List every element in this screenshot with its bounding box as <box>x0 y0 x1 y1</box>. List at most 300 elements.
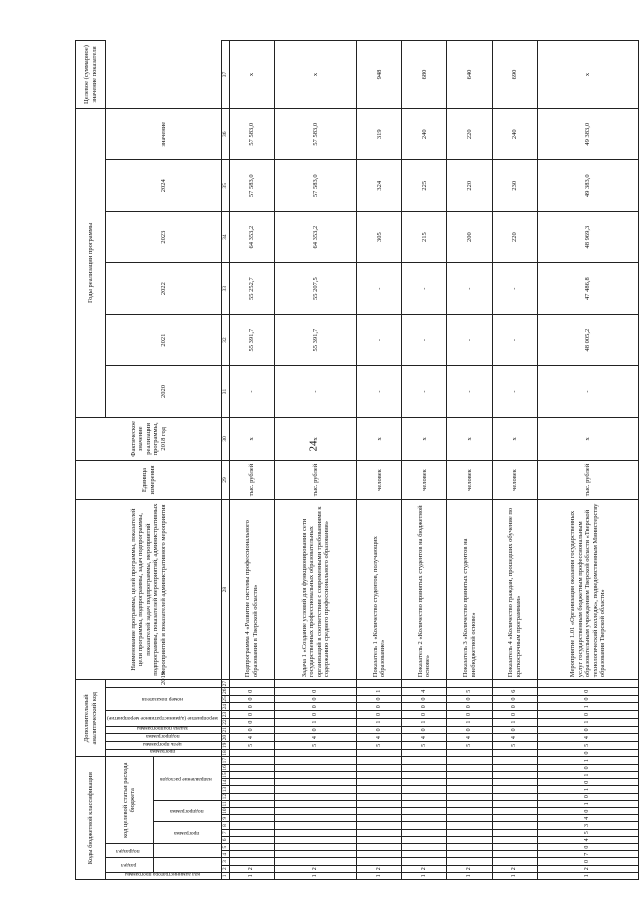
code-cell: 0 <box>402 711 447 719</box>
table-row <box>357 41 402 880</box>
code-cell: 1 <box>537 757 638 764</box>
value-2020-cell: 55 391,7 <box>229 314 274 365</box>
table-row <box>402 41 447 880</box>
code-cell: 1 <box>537 872 638 879</box>
fact-cell: х <box>274 417 357 460</box>
column-number: 1 <box>222 872 229 879</box>
code-cell <box>447 793 492 800</box>
column-number: 24 <box>222 703 229 710</box>
code-cell <box>492 771 537 778</box>
column-number: 23 <box>222 711 229 718</box>
code-cell: 0 <box>229 711 274 719</box>
code-cell <box>447 836 492 843</box>
year-2022-header: 2022 <box>106 263 222 314</box>
code-cell <box>447 749 492 757</box>
code-cell <box>274 815 357 822</box>
value-2022-cell: 215 <box>402 211 447 262</box>
code-cell <box>357 843 402 850</box>
code-cell <box>492 793 537 800</box>
code-cell <box>492 815 537 822</box>
target-value-cell: х <box>537 41 638 109</box>
code-cell <box>447 800 492 807</box>
code-cell <box>274 858 357 865</box>
code-cell <box>402 822 447 829</box>
addl-event-header: мероприятие (административное мероприятие) <box>107 715 218 722</box>
code-cell <box>357 800 402 807</box>
row-name-cell: Показатель 1 «Количество студентов, получающих образование» <box>357 500 402 680</box>
code-cell: 1 <box>537 771 638 778</box>
value-2020-cell: 55 391,7 <box>274 314 357 365</box>
code-subprogram-header: подпрограмма <box>169 808 204 815</box>
code-cell <box>357 822 402 829</box>
column-number: 20 <box>222 734 229 741</box>
code-cell: 0 <box>357 703 402 711</box>
code-cell: 5 <box>537 829 638 836</box>
code-cell <box>492 836 537 843</box>
code-cell <box>402 779 447 786</box>
code-cell: 0 <box>537 764 638 771</box>
target-value-cell: 690 <box>492 41 537 109</box>
column-number: 29 <box>222 460 229 499</box>
code-cell: 0 <box>537 807 638 814</box>
code-cell: 7 <box>537 851 638 858</box>
code-cell: 0 <box>229 687 274 695</box>
code-cell <box>274 786 357 793</box>
code-cell <box>402 858 447 865</box>
code-cell <box>357 807 402 814</box>
code-cell <box>274 680 357 688</box>
value-2019-cell: - <box>492 366 537 417</box>
code-cell: 3 <box>537 822 638 829</box>
row-name-cell: Мероприятие 1.01 «Организация оказания государственных услуг государственным бюджетным профессиональным образовательным учреждением Тверской области «Тверской технологический колледж», подведомственным Министерству образования Тверской области» <box>537 500 638 680</box>
code-cell: 0 <box>357 695 402 703</box>
code-cell <box>402 800 447 807</box>
value-2024-cell: 220 <box>447 109 492 160</box>
codes-group-header: Коды бюджетной классификации <box>76 757 106 880</box>
row-name-cell: Показатель 4 «Количество граждан, прошедших обучение по краткосрочным программам» <box>492 500 537 680</box>
column-number: 9 <box>222 815 229 822</box>
code-cell: 5 <box>357 741 402 749</box>
page-number: 24 <box>307 440 320 452</box>
column-number: 18 <box>222 750 229 756</box>
value-2021-cell: - <box>402 263 447 314</box>
value-2023-cell: 220 <box>447 160 492 211</box>
unit-cell: человек <box>402 460 447 499</box>
code-cell: 2 <box>229 865 274 872</box>
code-cell <box>357 829 402 836</box>
code-cell <box>402 771 447 778</box>
code-cell: 0 <box>537 726 638 734</box>
column-number: 2 <box>222 865 229 872</box>
column-number: 4 <box>222 851 229 858</box>
value-2020-cell: - <box>357 314 402 365</box>
code-cell <box>492 749 537 757</box>
years-group-header: Годы реализации программы <box>76 109 106 418</box>
code-cell <box>402 829 447 836</box>
code-cell <box>229 822 274 829</box>
column-number: 25 <box>222 696 229 702</box>
code-cell <box>492 822 537 829</box>
target-value-cell: 680 <box>402 41 447 109</box>
code-cell: 2 <box>537 865 638 872</box>
code-cell: 1 <box>537 786 638 793</box>
code-cell <box>229 764 274 771</box>
code-cell <box>229 779 274 786</box>
target-value-cell: х <box>274 41 357 109</box>
program-table <box>75 40 639 880</box>
code-cell <box>447 680 492 688</box>
code-cell: 0 <box>492 726 537 734</box>
column-number: 15 <box>222 772 229 778</box>
code-cell: 0 <box>274 687 357 695</box>
code-cell <box>492 779 537 786</box>
code-cell <box>402 786 447 793</box>
code-cell <box>357 858 402 865</box>
fact-col-header: Фактическое значение реализации программы, 2018 год <box>76 417 222 460</box>
value-2019-cell: - <box>537 366 638 417</box>
code-cell <box>274 851 357 858</box>
code-cell <box>402 749 447 757</box>
code-cell <box>402 764 447 771</box>
code-cell: 4 <box>537 734 638 742</box>
code-cell <box>402 807 447 814</box>
fact-cell: х <box>402 417 447 460</box>
code-cell: 1 <box>537 800 638 807</box>
value-2024-cell: 49 383,0 <box>537 109 638 160</box>
code-cell: 5 <box>447 741 492 749</box>
value-2021-cell: 47 486,8 <box>537 263 638 314</box>
code-cell <box>447 822 492 829</box>
code-cell: 1 <box>447 872 492 879</box>
fact-cell: х <box>357 417 402 460</box>
code-cell: 0 <box>537 793 638 800</box>
unit-cell: человек <box>357 460 402 499</box>
column-number: 37 <box>222 41 229 109</box>
unit-cell: тыс. рублей <box>274 460 357 499</box>
column-number: 7 <box>222 829 229 836</box>
code-cell: 0 <box>447 695 492 703</box>
column-number: 10 <box>222 808 229 814</box>
table-row <box>274 41 357 880</box>
column-number: 31 <box>222 366 229 417</box>
year-2020-header: 2020 <box>106 366 222 417</box>
unit-cell: тыс. рублей <box>537 460 638 499</box>
code-cell <box>229 807 274 814</box>
code-cell <box>229 757 274 764</box>
code-cell: 1 <box>274 718 357 726</box>
value-2023-cell: 57 583,0 <box>274 160 357 211</box>
column-number: 14 <box>222 779 229 786</box>
code-cell: 0 <box>537 858 638 865</box>
code-cell <box>447 757 492 764</box>
code-cell <box>274 757 357 764</box>
value-2020-cell: - <box>492 314 537 365</box>
table-row <box>492 41 537 880</box>
row-name-cell: Показатель 2 «Количество принятых студентов на бюджетной основе» <box>402 500 447 680</box>
value-2021-cell: - <box>492 263 537 314</box>
value-2022-cell: 305 <box>357 211 402 262</box>
value-2022-cell: 200 <box>447 211 492 262</box>
fact-cell: х <box>229 417 274 460</box>
code-cell <box>447 858 492 865</box>
code-cell <box>274 800 357 807</box>
column-number: 3 <box>222 858 229 865</box>
code-cell: 0 <box>357 711 402 719</box>
code-cell: 1 <box>357 687 402 695</box>
code-cell: 1 <box>229 872 274 879</box>
code-cell <box>447 764 492 771</box>
code-cell <box>537 680 638 688</box>
code-cell <box>402 843 447 850</box>
column-number: 19 <box>222 742 229 749</box>
column-number: 27 <box>222 680 229 687</box>
code-cell: 4 <box>274 734 357 742</box>
code-cell: 4 <box>537 815 638 822</box>
addl-subprogram-header: подпрограмма <box>145 732 180 739</box>
code-cell <box>229 680 274 688</box>
code-cell <box>274 771 357 778</box>
code-target-header: код целевой статьи расхода бюджета <box>106 757 154 844</box>
code-cell <box>492 858 537 865</box>
code-cell: 0 <box>537 711 638 719</box>
row-name-cell: Задача 1 «Создание условий для функционирования сети государственных профессиональных образовательных организаций в соответствии с современными требованиями к содержанию среднего профессионального образования» <box>274 500 357 680</box>
code-cell: 0 <box>402 703 447 711</box>
code-cell: 4 <box>357 734 402 742</box>
code-cell: 0 <box>447 703 492 711</box>
code-cell: 4 <box>402 734 447 742</box>
code-cell: 1 <box>492 872 537 879</box>
value-2021-cell: - <box>357 263 402 314</box>
code-cell: 1 <box>274 872 357 879</box>
code-cell <box>229 786 274 793</box>
target-value-cell: х <box>229 41 274 109</box>
code-cell <box>229 800 274 807</box>
target-value-header: значение <box>106 109 222 160</box>
code-cell <box>492 851 537 858</box>
column-number: 16 <box>222 765 229 771</box>
code-cell <box>492 786 537 793</box>
code-cell: 0 <box>537 749 638 757</box>
code-cell: 1 <box>447 718 492 726</box>
code-cell <box>229 771 274 778</box>
column-number: 21 <box>222 727 229 733</box>
code-cell: 0 <box>537 843 638 850</box>
code-cell: 5 <box>447 687 492 695</box>
code-cell <box>229 858 274 865</box>
code-cell <box>447 807 492 814</box>
code-cell: 0 <box>447 711 492 719</box>
code-cell <box>447 771 492 778</box>
code-cell <box>274 836 357 843</box>
code-cell: 2 <box>492 865 537 872</box>
code-cell: 4 <box>537 836 638 843</box>
code-cell <box>357 680 402 688</box>
code-direction-header: направление расходов <box>160 775 213 782</box>
code-cell: 2 <box>357 865 402 872</box>
column-number: 36 <box>222 109 229 160</box>
code-cell <box>402 836 447 843</box>
code-cell <box>447 843 492 850</box>
code-cell <box>229 843 274 850</box>
code-cell: 2 <box>274 865 357 872</box>
code-cell: 4 <box>229 734 274 742</box>
value-2022-cell: 64 353,2 <box>274 211 357 262</box>
column-number: 5 <box>222 843 229 850</box>
code-cell: 4 <box>402 687 447 695</box>
value-2019-cell: - <box>229 366 274 417</box>
rotated-table-page <box>75 40 620 880</box>
code-cell <box>274 843 357 850</box>
code-cell <box>402 757 447 764</box>
code-cell: 1 <box>537 703 638 711</box>
code-cell <box>402 793 447 800</box>
code-cell <box>447 851 492 858</box>
name-col-header: Наименование программы, целей программы, показателей цели программы, подпрограммы, задач подпрограммы, показателей задач подпрограммы, мероприятий подпрограммы, показателей мероприятий, административных мероприятий и показателей административного мероприятия <box>76 500 222 680</box>
addl-indicator-header: номер показателя <box>141 696 183 703</box>
value-2020-cell: 48 005,2 <box>537 314 638 365</box>
column-number: 22 <box>222 719 229 725</box>
value-2021-cell: 55 252,7 <box>229 263 274 314</box>
code-cell: 1 <box>492 718 537 726</box>
column-number: 17 <box>222 757 229 764</box>
code-cell <box>492 829 537 836</box>
value-2024-cell: 57 583,0 <box>229 109 274 160</box>
column-number: 12 <box>222 793 229 800</box>
code-cell: 5 <box>537 741 638 749</box>
code-cell: 1 <box>402 872 447 879</box>
table-row <box>447 41 492 880</box>
code-cell <box>274 793 357 800</box>
column-number: 33 <box>222 263 229 314</box>
code-cell <box>492 764 537 771</box>
code-cell <box>229 851 274 858</box>
code-cell: 0 <box>229 718 274 726</box>
unit-col-header: Единица измерения <box>76 460 222 499</box>
code-cell: 5 <box>492 741 537 749</box>
code-cell: 4 <box>447 734 492 742</box>
code-cell <box>402 815 447 822</box>
code-cell: 0 <box>229 703 274 711</box>
code-cell: 0 <box>537 695 638 703</box>
code-cell: 0 <box>402 726 447 734</box>
code-cell <box>447 815 492 822</box>
code-cell: 1 <box>357 718 402 726</box>
value-2020-cell: - <box>402 314 447 365</box>
column-number: 30 <box>222 417 229 460</box>
row-name-cell: Показатель 3 «Количество принятых студентов на внебюджетной основе» <box>447 500 492 680</box>
code-cell: 0 <box>537 779 638 786</box>
code-cell: 0 <box>492 703 537 711</box>
code-cell <box>274 822 357 829</box>
target-group-header: Целевое (суммарное) значение показателя <box>76 41 106 109</box>
column-number: 32 <box>222 314 229 365</box>
target-value-cell: 640 <box>447 41 492 109</box>
code-cell: 0 <box>274 703 357 711</box>
code-cell <box>274 807 357 814</box>
addl-goal-header: цель программы <box>143 740 182 747</box>
code-cell <box>229 749 274 757</box>
code-cell: 0 <box>274 726 357 734</box>
code-cell: 0 <box>274 695 357 703</box>
value-2024-cell: 240 <box>492 109 537 160</box>
code-admin-header: код администратора программы <box>124 871 200 877</box>
code-cell <box>492 680 537 688</box>
column-number: 6 <box>222 836 229 843</box>
code-cell: 2 <box>447 865 492 872</box>
value-2019-cell: - <box>402 366 447 417</box>
code-cell <box>492 843 537 850</box>
fact-cell: х <box>447 417 492 460</box>
unit-cell: человек <box>492 460 537 499</box>
code-cell <box>357 757 402 764</box>
year-2019-header: 2019 <box>106 680 222 688</box>
code-cell <box>492 757 537 764</box>
value-2019-cell: - <box>447 366 492 417</box>
code-cell: 0 <box>229 695 274 703</box>
code-cell <box>274 749 357 757</box>
table-row <box>229 41 274 880</box>
code-cell: 4 <box>492 734 537 742</box>
column-number: 28 <box>222 500 229 680</box>
value-2019-cell: - <box>274 366 357 417</box>
code-cell <box>402 851 447 858</box>
code-cell: 0 <box>447 726 492 734</box>
target-value-cell: 948 <box>357 41 402 109</box>
code-cell <box>274 829 357 836</box>
code-cell <box>492 807 537 814</box>
column-number: 34 <box>222 211 229 262</box>
code-cell: 1 <box>402 718 447 726</box>
column-number: 35 <box>222 160 229 211</box>
row-name-cell: Подпрограмма 4 «Развитие системы профессионального образования в Тверской области» <box>229 500 274 680</box>
code-cell <box>402 680 447 688</box>
code-cell <box>229 829 274 836</box>
code-cell: 0 <box>492 711 537 719</box>
table-body <box>229 41 639 880</box>
code-cell: 0 <box>357 726 402 734</box>
value-2023-cell: 225 <box>402 160 447 211</box>
unit-cell: человек <box>447 460 492 499</box>
code-cell <box>357 836 402 843</box>
code-cell <box>357 749 402 757</box>
code-cell: 2 <box>402 865 447 872</box>
code-cell <box>274 779 357 786</box>
code-cell: 0 <box>492 695 537 703</box>
column-number: 8 <box>222 822 229 829</box>
code-cell <box>229 836 274 843</box>
value-2020-cell: - <box>447 314 492 365</box>
code-cell: 5 <box>402 741 447 749</box>
code-cell: 0 <box>537 687 638 695</box>
year-2024-header: 2024 <box>106 160 222 211</box>
value-2023-cell: 49 383,0 <box>537 160 638 211</box>
fact-cell: х <box>537 417 638 460</box>
addl-code-header: Дополнительный аналитический код <box>76 680 106 757</box>
code-cell <box>357 793 402 800</box>
year-2023-header: 2023 <box>106 211 222 262</box>
code-cell: 1 <box>537 718 638 726</box>
code-cell <box>357 764 402 771</box>
value-2024-cell: 57 583,0 <box>274 109 357 160</box>
code-cell <box>447 829 492 836</box>
column-number-row <box>222 41 229 880</box>
code-cell: 5 <box>229 741 274 749</box>
addl-program-header: программа <box>149 748 176 755</box>
unit-cell: тыс. рублей <box>229 460 274 499</box>
code-cell <box>357 779 402 786</box>
code-cell <box>492 800 537 807</box>
code-cell: 6 <box>492 687 537 695</box>
